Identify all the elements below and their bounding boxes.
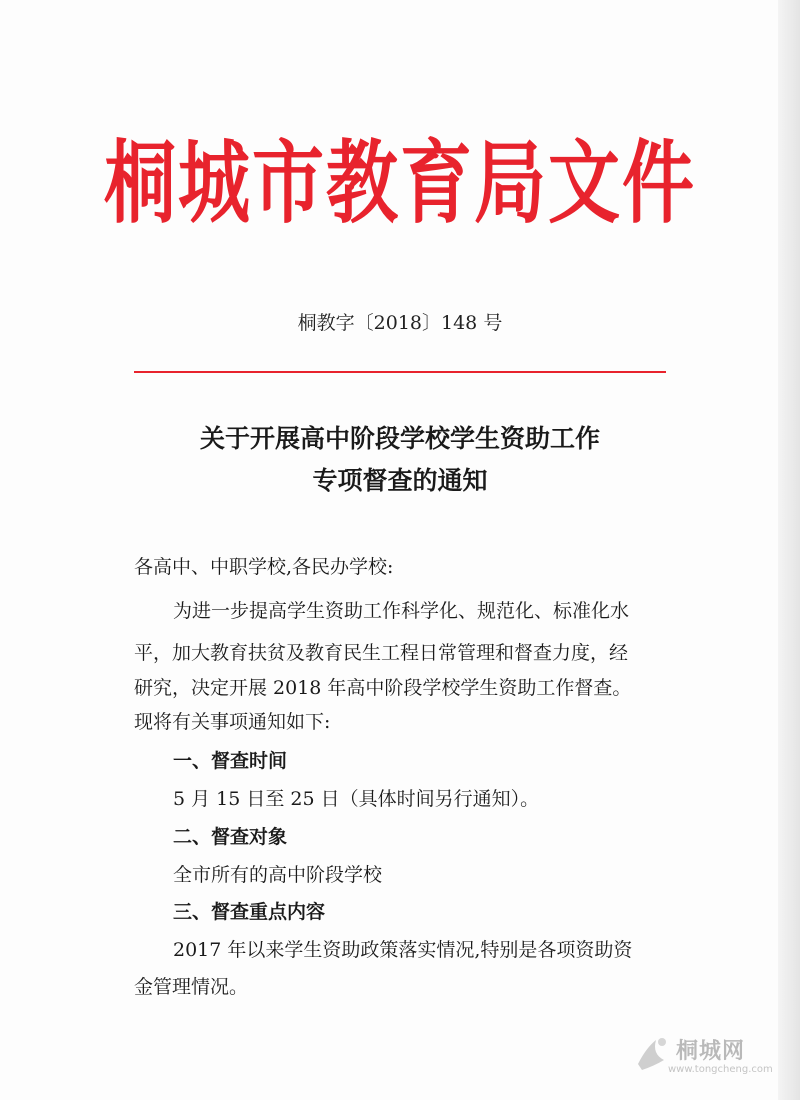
section-text-content-line-1: 2017 年以来学生资助政策落实情况,特别是各项资助资 (173, 939, 633, 961)
section-heading-content: 三、督查重点内容 (173, 901, 326, 923)
document-number: 桐教字〔2018〕148 号 (297, 312, 503, 334)
section-text-content-line-2: 金管理情况。 (134, 976, 249, 998)
red-divider-line (134, 371, 666, 373)
notice-title (0, 418, 800, 502)
watermark-text: 桐城网 (676, 1039, 746, 1064)
notice-title-line-1: 关于开展高中阶段学校学生资助工作 (199, 424, 600, 453)
section-text-time: 5 月 15 日至 25 日（具体时间另行通知）。 (173, 788, 540, 810)
agency-header-title: 桐城市教育局文件 (103, 130, 696, 235)
section-heading-time: 一、督查时间 (173, 750, 288, 772)
watermark-url: www.tongcheng.com (668, 1064, 773, 1075)
notice-title-line-2: 专项督查的通知 (312, 466, 488, 495)
intro-line-2: 平，加大教育扶贫及教育民生工程日常管理和督查力度，经 (134, 642, 629, 664)
intro-line-4: 现将有关事项通知如下: (134, 711, 331, 733)
section-text-target: 全市所有的高中阶段学校 (173, 864, 383, 886)
section-heading-target: 二、督查对象 (173, 826, 288, 848)
intro-line-3: 研究，决定开展 2018 年高中阶段学校学生资助工作督查。 (134, 677, 632, 699)
salutation: 各高中、中职学校,各民办学校: (134, 556, 394, 578)
intro-line-1: 为进一步提高学生资助工作科学化、规范化、标准化水 (173, 600, 630, 622)
